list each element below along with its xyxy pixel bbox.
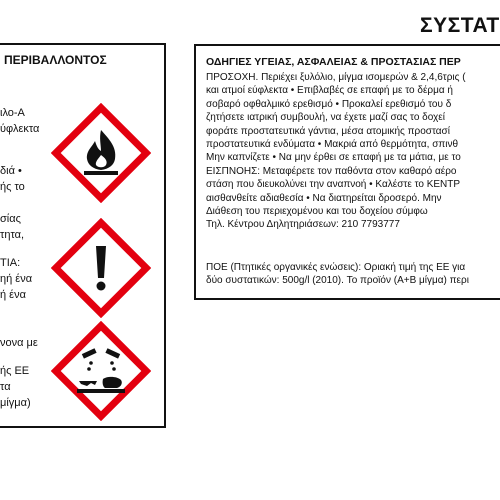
instruction-line: ΠΡΟΣΟΧΗ. Περιέχει ξυλόλιο, μίγμα ισομερών & 2,4,6τρις ( — [206, 72, 466, 83]
instruction-line: ζητήσετε ιατρική συμβουλή, να έχετε μαζί σας το δοχεί — [206, 112, 445, 124]
instructions-text — [206, 71, 500, 232]
left-text-line: διά • — [0, 165, 22, 177]
left-text-line: ηή ένα — [0, 273, 33, 285]
left-text-line: ύφλεκτα — [0, 123, 40, 135]
left-text-line: ή ένα — [0, 289, 26, 301]
instruction-line: φοράτε προστατευτικά γάντια, μέσα ατομικής προστασί — [206, 125, 450, 137]
left-text-line: νονα με — [0, 337, 38, 349]
left-text-line: σίας — [0, 213, 21, 225]
left-text-line: ιλο-Α — [0, 107, 25, 119]
voc-line: ΠΟΕ (Πτητικές οργανικές ενώσεις): Οριακή τιμή της ΕΕ για — [206, 262, 466, 273]
instruction-line: Διάθεση του περιεχομένου και του δοχείου σύμφω — [206, 206, 428, 218]
instruction-line: προστατευτικά ενδύματα • Μακριά από θερμότητα, σπινθ — [206, 139, 459, 151]
environmental-hazards-panel — [0, 43, 166, 428]
left-text-line: μίγμα) — [0, 397, 31, 409]
left-text-line: ΤΙΑ: — [0, 257, 21, 269]
right-panel-title: ΟΔΗΓΙΕΣ ΥΓΕΙΑΣ, ΑΣΦΑΛΕΙΑΣ & ΠΡΟΣΤΑΣΙΑΣ ΠΕΡ — [206, 56, 461, 68]
instruction-line: αισθανθείτε αδιαθεσία • Να διατηρείται δροσερό. Μην — [206, 192, 442, 204]
poison-center-phone: Τηλ. Κέντρου Δηλητηριάσεων: 210 7793777 — [206, 219, 400, 231]
left-text-line: ής ΕΕ — [0, 365, 30, 377]
instruction-line: και ατμοί εύφλεκτα • Επιβλαβές σε επαφή με το δέρμα ή — [206, 85, 453, 97]
voc-notice — [206, 261, 500, 288]
health-safety-instructions-panel — [194, 44, 500, 300]
exclamation-mark-pictogram-icon — [51, 218, 151, 318]
instruction-line: σοβαρό οφθαλμικό ερεθισμό • Προκαλεί ερεθισμό του δ — [206, 98, 452, 110]
left-text-line: τητα, — [0, 229, 25, 241]
voc-line: δύο συστατικών: 500g/l (2010). Το προϊόν (Α+Β μίγμα) περι — [206, 275, 469, 287]
left-text-line: ής το — [0, 181, 25, 193]
left-panel-title: ΠΕΡΙΒΑΛΛΟΝΤΟΣ — [4, 53, 107, 67]
corrosion-pictogram-icon — [51, 321, 151, 421]
flame-pictogram-icon — [51, 103, 151, 203]
left-text-line: τα — [0, 381, 11, 393]
page-heading: ΣΥΣΤΑΤ — [420, 14, 500, 37]
instruction-line: ΕΙΣΠΝΟΗΣ: Μεταφέρετε τον παθόντα στον καθαρό αέρο — [206, 165, 457, 177]
instruction-line: Μην καπνίζετε • Να μην έρθει σε επαφή με τα μάτια, με το — [206, 152, 461, 164]
instruction-line: στάση που διευκολύνει την αναπνοή • Καλέστε το ΚΕΝΤΡ — [206, 179, 461, 191]
